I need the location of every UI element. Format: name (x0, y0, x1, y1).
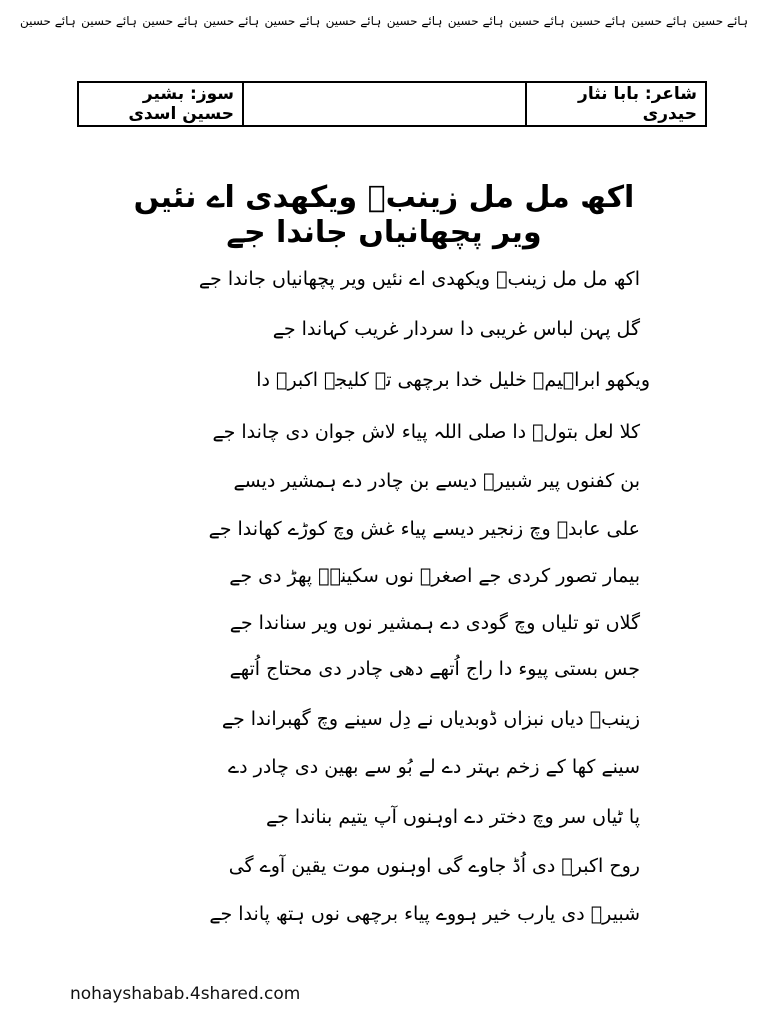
header-phrase: ہائے حسین (631, 14, 687, 28)
verse-line: اکھ مل مل زینبؑ ویکھدی اے نئیں ویر پچھانیاں جاندا جے (198, 268, 640, 290)
info-table (77, 81, 707, 127)
verse-line: گل پہن لباس غریبی دا سردار غریب کہاندا جے (272, 318, 640, 340)
verse-line: زینبؑ دیاں نبزاں ڈوبدیاں نے دِل سینے وچ گھبراندا جے (221, 708, 640, 730)
footer-website: nohayshabab.4shared.com (70, 984, 301, 1004)
verse-line: ویکھو ابراہیمؑ خلیل خدا برچھی تے کلیجہ اکبرؑ دا (256, 369, 650, 391)
verse-line: کلا لعل بتولؑ دا صلی اللہ پیاء لاش جوان دی چاندا جے (212, 421, 640, 443)
verse-line: بیمار تصور کردی جے اصغرؑ نوں سکینہؑ پھڑ دی جے (229, 565, 640, 587)
reciter-cell: سوز: بشیر حسین اسدی (128, 84, 234, 124)
header-phrase: ہائے حسین (570, 14, 626, 28)
header-phrase: ہائے حسین (203, 14, 260, 28)
header-phrase: ہائے حسین (264, 14, 321, 28)
verse-line: بن کفنوں پیر شبیرؑ دیسے بن چادر دے ہمشیر دیسے (233, 470, 640, 492)
header-phrase: ہائے حسین (142, 14, 199, 28)
poem-title: اکھ مل مل زینبؑ ویکھدی اے نئیں ویر پچھانیاں جاندا جے (133, 180, 635, 250)
verse-line: علی عابدؑ وچ زنجیر دیسے پیاء غش وچ کوڑے کھاندا جے (208, 518, 640, 540)
verse-line: سینے کھا کے زخم بہتر دے لے بُو سے بھین دی چادر دے (228, 756, 640, 778)
header-phrase: ہائے حسین (692, 14, 748, 28)
header-phrase: ہائے حسین (386, 14, 443, 28)
verse-line: جس بستی پیوء دا راج اُتھے دھی چادر دی محتاج اُتھے (229, 658, 640, 680)
header-phrase: ہائے حسین (81, 14, 137, 28)
verse-line: پا ٹیاں سر وچ دختر دے اوہنوں آپ یتیم بناندا جے (266, 806, 640, 828)
header-phrase: ہائے حسین (325, 14, 382, 28)
verse-line: گلاں تو تلیاں وچ گودی دے ہمشیر نوں ویر سناندا جے (229, 612, 640, 634)
header-phrase: ہائے حسین (447, 14, 504, 28)
header-phrase: ہائے حسین (20, 14, 76, 28)
blank-cell (242, 83, 525, 125)
header-decoration-row (20, 14, 748, 28)
verse-line: روح اکبرؑ دی اُڈ جاوے گی اوہنوں موت یقین آوے گی (228, 855, 640, 877)
verse-line: شبیرؑ دی یارب خیر ہووے پیاء برچھی نوں ہتھ پاندا جے (209, 903, 640, 925)
header-phrase: ہائے حسین (508, 14, 565, 28)
poet-cell: شاعر: بابا نثار حیدری (525, 83, 705, 125)
